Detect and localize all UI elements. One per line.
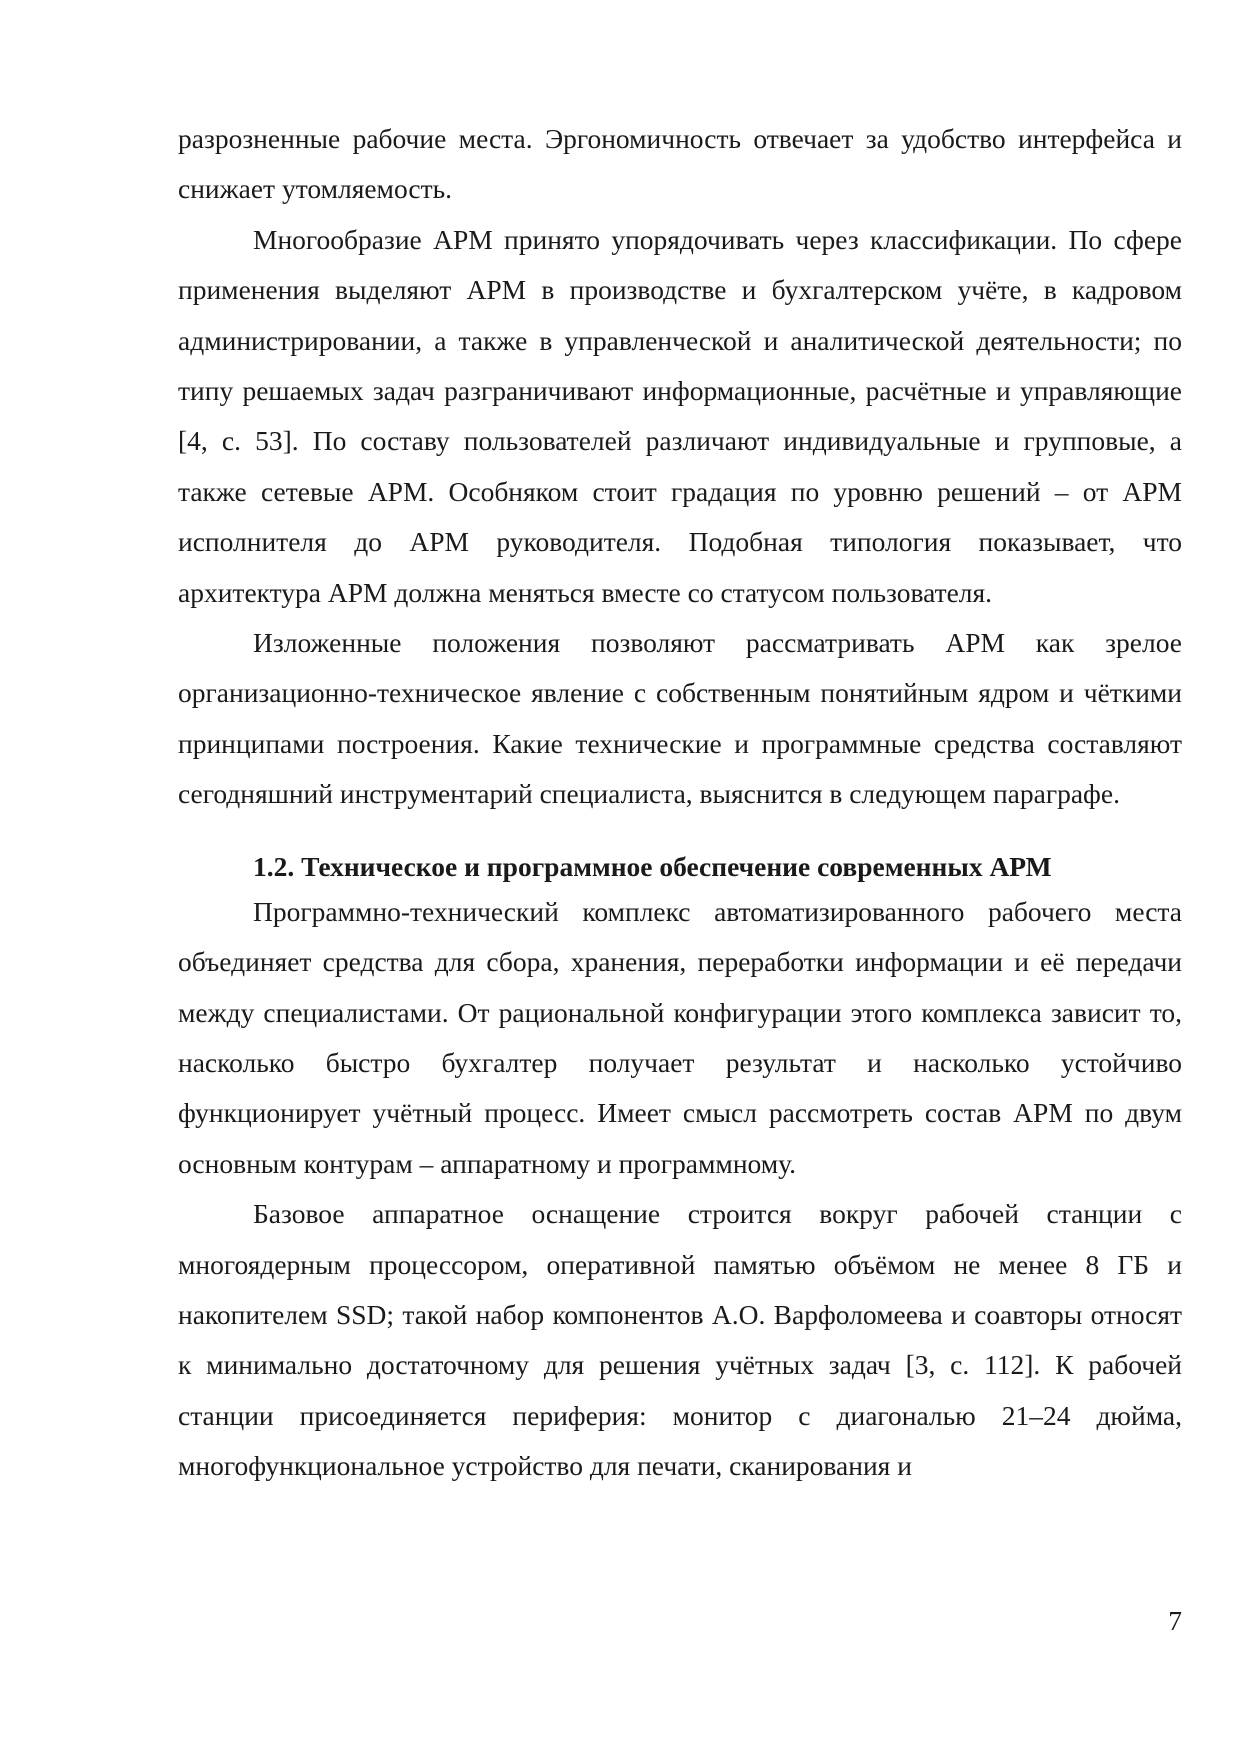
section-heading: 1.2. Техническое и программное обеспечение современных АРМ xyxy=(253,850,1052,882)
paragraph-conclusion: Изложенные положения позволяют рассматривать АРМ как зрелое организационно-техническое явление с собственным понятийным ядром и чёткими принципами построения. Какие технические и программные средства составляют сегодняшний инструментарий специалиста, выяснится в следующем параграфе. xyxy=(178,627,1182,810)
paragraph-complex-intro: Программно-технический комплекс автоматизированного рабочего места объединяет средства для сбора, хранения, переработки информации и её передачи между специалистами. От рациональной конфигурации этого комплекса зависит то, насколько быстро бухгалтер получает результат и насколько устойчиво функционирует учётный процесс. Имеет смысл рассмотреть состав АРМ по двум основным контурам – аппаратному и программному. xyxy=(178,895,1182,1179)
page-body xyxy=(178,114,1182,1492)
paragraph-continuation: разрозненные рабочие места. Эргономичность отвечает за удобство интерфейса и снижает утомляемость. xyxy=(178,123,1182,205)
paragraph-classification: Многообразие АРМ принято упорядочивать через классификации. По сфере применения выделяют АРМ в производстве и бухгалтерском учёте, в кадровом администрировании, а также в управленческой и аналитической деятельности; по типу решаемых задач разграничивают информационные, расчётные и управляющие [4, с. 53]. По составу пользователей различают индивидуальные и групповые, а также сетевые АРМ. Особняком стоит градация по уровню решений – от АРМ исполнителя до АРМ руководителя. Подобная типология показывает, что архитектура АРМ должна меняться вместе со статусом пользователя. xyxy=(178,223,1182,608)
page-number: 7 xyxy=(1168,1605,1182,1636)
paragraph-hardware: Базовое аппаратное оснащение строится вокруг рабочей станции с многоядерным процессором, оперативной памятью объёмом не менее 8 ГБ и накопителем SSD; такой набор компонентов А.О. Варфоломеева и соавторы относят к минимально достаточному для решения учётных задач [3, с. 112]. К рабочей станции присоединяется периферия: монитор с диагональю 21–24 дюйма, многофункциональное устройство для печати, сканирования и xyxy=(178,1198,1182,1482)
